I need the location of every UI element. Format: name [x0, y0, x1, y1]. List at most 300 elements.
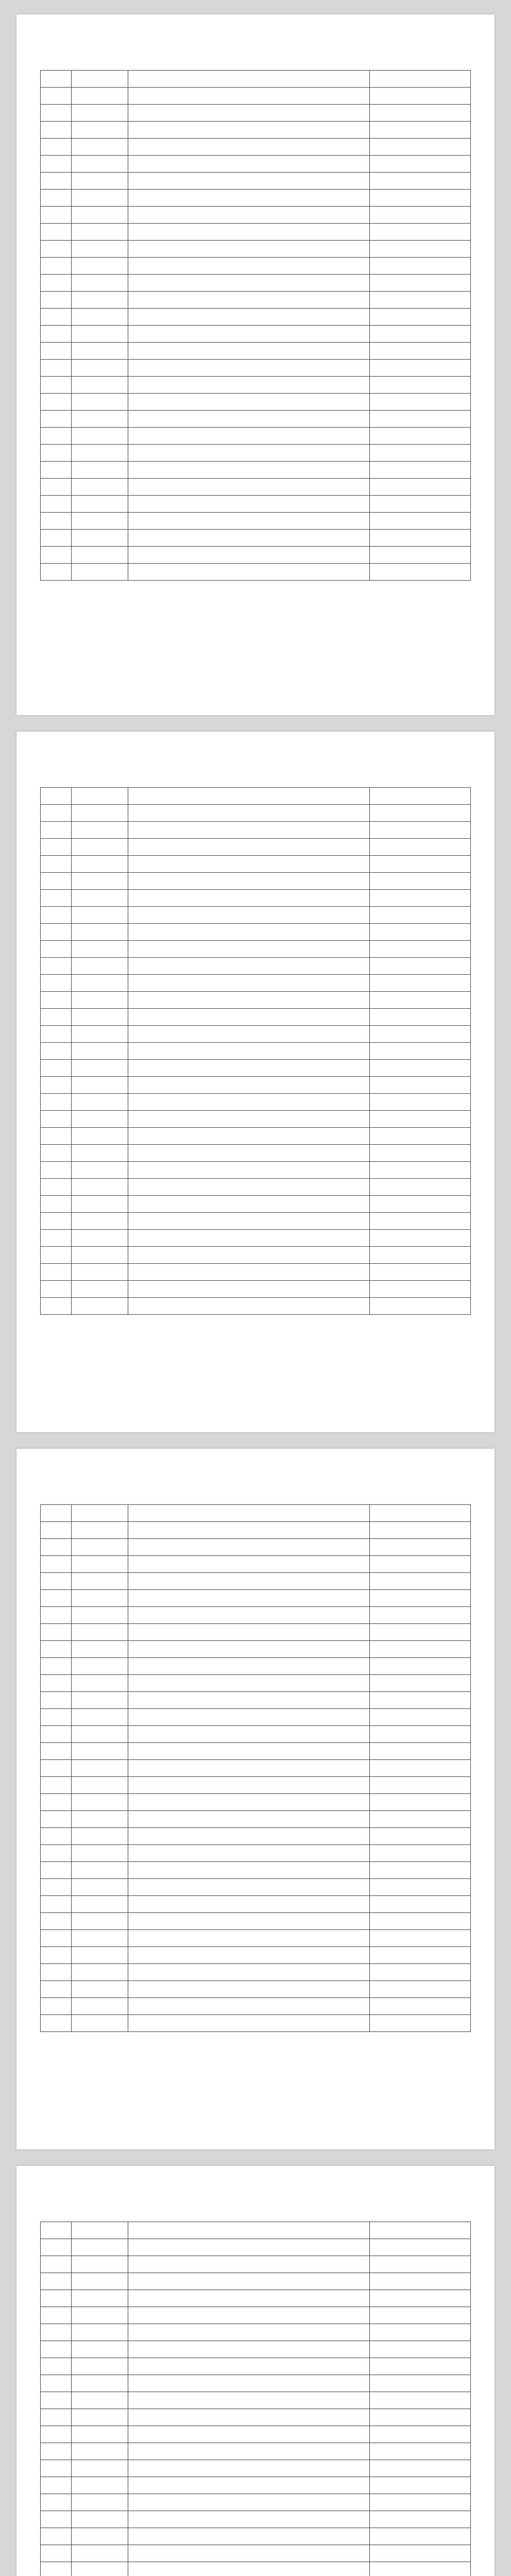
cell-position — [370, 839, 471, 856]
cell-index — [41, 105, 72, 122]
table-row — [41, 309, 471, 326]
cell-index — [41, 1539, 72, 1556]
cell-unit — [128, 2511, 369, 2528]
table-row — [41, 907, 471, 924]
cell-index — [41, 326, 72, 343]
cell-index — [41, 1077, 72, 1094]
table-row — [41, 547, 471, 564]
table-row — [41, 1862, 471, 1879]
cell-unit — [128, 1060, 369, 1077]
table-row — [41, 1879, 471, 1896]
cell-name — [71, 2290, 128, 2307]
cell-unit — [128, 1998, 369, 2015]
cell-name — [71, 1692, 128, 1709]
table-row — [41, 1556, 471, 1573]
cell-unit — [128, 2239, 369, 2256]
record-table — [40, 1504, 471, 2032]
cell-unit — [128, 805, 369, 822]
table-row — [41, 2511, 471, 2528]
table-row — [41, 1281, 471, 1298]
cell-name — [71, 1145, 128, 1162]
cell-index — [41, 1179, 72, 1196]
cell-unit — [128, 1196, 369, 1213]
col-index — [41, 788, 72, 805]
cell-unit — [128, 275, 369, 292]
cell-name — [71, 1162, 128, 1179]
table-row — [41, 924, 471, 941]
cell-unit — [128, 105, 369, 122]
col-index — [41, 1505, 72, 1522]
cell-index — [41, 1111, 72, 1128]
cell-unit — [128, 496, 369, 513]
cell-index — [41, 2443, 72, 2460]
cell-name — [71, 1845, 128, 1862]
cell-position — [370, 2015, 471, 2032]
cell-position — [370, 139, 471, 156]
cell-name — [71, 2358, 128, 2375]
table-row — [41, 890, 471, 907]
table-row — [41, 1692, 471, 1709]
cell-name — [71, 1913, 128, 1930]
cell-index — [41, 822, 72, 839]
cell-name — [71, 1043, 128, 1060]
record-table — [40, 2222, 471, 2576]
cell-position — [370, 1590, 471, 1607]
cell-position — [370, 1196, 471, 1213]
cell-position — [370, 1896, 471, 1913]
cell-index — [41, 1196, 72, 1213]
cell-name — [71, 122, 128, 139]
table-row — [41, 1607, 471, 1624]
cell-unit — [128, 1281, 369, 1298]
cell-position — [370, 496, 471, 513]
cell-unit — [128, 156, 369, 173]
cell-unit — [128, 1043, 369, 1060]
cell-unit — [128, 1675, 369, 1692]
cell-position — [370, 377, 471, 394]
table-row — [41, 275, 471, 292]
cell-position — [370, 1998, 471, 2015]
cell-index — [41, 139, 72, 156]
table-row — [41, 822, 471, 839]
cell-unit — [128, 513, 369, 530]
table-row — [41, 1060, 471, 1077]
cell-index — [41, 156, 72, 173]
cell-position — [370, 1145, 471, 1162]
cell-index — [41, 924, 72, 941]
table-row — [41, 377, 471, 394]
cell-index — [41, 309, 72, 326]
cell-name — [71, 1675, 128, 1692]
cell-unit — [128, 2494, 369, 2511]
cell-unit — [128, 1162, 369, 1179]
table-row — [41, 975, 471, 992]
cell-position — [370, 1879, 471, 1896]
cell-position — [370, 2341, 471, 2358]
cell-position — [370, 547, 471, 564]
cell-unit — [128, 445, 369, 462]
cell-index — [41, 1230, 72, 1247]
cell-index — [41, 2409, 72, 2426]
cell-name — [71, 292, 128, 309]
cell-index — [41, 292, 72, 309]
cell-index — [41, 513, 72, 530]
table-body — [41, 1522, 471, 2032]
cell-position — [370, 513, 471, 530]
cell-name — [71, 2015, 128, 2032]
cell-unit — [128, 1179, 369, 1196]
cell-unit — [128, 1811, 369, 1828]
cell-name — [71, 1264, 128, 1281]
cell-position — [370, 1726, 471, 1743]
cell-index — [41, 1777, 72, 1794]
cell-position — [370, 309, 471, 326]
cell-position — [370, 2545, 471, 2562]
col-name — [71, 1505, 128, 1522]
cell-index — [41, 1009, 72, 1026]
cell-unit — [128, 992, 369, 1009]
cell-position — [370, 2324, 471, 2341]
table-row — [41, 479, 471, 496]
cell-name — [71, 1658, 128, 1675]
cell-position — [370, 873, 471, 890]
cell-unit — [128, 122, 369, 139]
cell-position — [370, 2375, 471, 2392]
cell-unit — [128, 1111, 369, 1128]
cell-unit — [128, 88, 369, 105]
table-row — [41, 958, 471, 975]
cell-unit — [128, 1845, 369, 1862]
table-body — [41, 2239, 471, 2576]
cell-position — [370, 428, 471, 445]
cell-index — [41, 1760, 72, 1777]
table-row — [41, 2358, 471, 2375]
cell-index — [41, 190, 72, 207]
cell-name — [71, 2443, 128, 2460]
table-row — [41, 2256, 471, 2273]
cell-index — [41, 1828, 72, 1845]
cell-index — [41, 2239, 72, 2256]
cell-index — [41, 2341, 72, 2358]
table-row — [41, 1964, 471, 1981]
table-row — [41, 411, 471, 428]
cell-index — [41, 2460, 72, 2477]
cell-name — [71, 2341, 128, 2358]
cell-unit — [128, 1828, 369, 1845]
cell-position — [370, 1539, 471, 1556]
cell-index — [41, 873, 72, 890]
cell-unit — [128, 241, 369, 258]
cell-position — [370, 2358, 471, 2375]
cell-unit — [128, 2290, 369, 2307]
col-position — [370, 2222, 471, 2239]
table-row — [41, 1573, 471, 1590]
table-row — [41, 224, 471, 241]
cell-name — [71, 530, 128, 547]
cell-name — [71, 1573, 128, 1590]
cell-unit — [128, 2324, 369, 2341]
cell-name — [71, 1060, 128, 1077]
table-row — [41, 1828, 471, 1845]
cell-name — [71, 2273, 128, 2290]
cell-unit — [128, 547, 369, 564]
cell-name — [71, 564, 128, 581]
cell-name — [71, 1522, 128, 1539]
cell-unit — [128, 564, 369, 581]
cell-position — [370, 258, 471, 275]
cell-name — [71, 1811, 128, 1828]
cell-name — [71, 462, 128, 479]
cell-name — [71, 445, 128, 462]
cell-unit — [128, 394, 369, 411]
table-row — [41, 360, 471, 377]
cell-unit — [128, 377, 369, 394]
table-row — [41, 2307, 471, 2324]
cell-name — [71, 360, 128, 377]
cell-index — [41, 564, 72, 581]
cell-index — [41, 1641, 72, 1658]
cell-unit — [128, 2375, 369, 2392]
table-row — [41, 2375, 471, 2392]
table-row — [41, 1777, 471, 1794]
cell-index — [41, 411, 72, 428]
cell-index — [41, 2545, 72, 2562]
cell-position — [370, 275, 471, 292]
cell-index — [41, 122, 72, 139]
table-row — [41, 207, 471, 224]
cell-index — [41, 394, 72, 411]
cell-unit — [128, 822, 369, 839]
cell-name — [71, 326, 128, 343]
cell-index — [41, 207, 72, 224]
cell-unit — [128, 258, 369, 275]
table-row — [41, 1590, 471, 1607]
cell-position — [370, 2239, 471, 2256]
table-row — [41, 805, 471, 822]
cell-index — [41, 1298, 72, 1315]
cell-index — [41, 2324, 72, 2341]
cell-unit — [128, 2460, 369, 2477]
cell-unit — [128, 2273, 369, 2290]
cell-name — [71, 156, 128, 173]
cell-unit — [128, 2358, 369, 2375]
table-row — [41, 1077, 471, 1094]
table-row — [41, 2409, 471, 2426]
col-unit — [128, 1505, 369, 1522]
cell-position — [370, 1777, 471, 1794]
cell-name — [71, 2562, 128, 2576]
table-row — [41, 428, 471, 445]
cell-position — [370, 1111, 471, 1128]
cell-name — [71, 1879, 128, 1896]
cell-position — [370, 1026, 471, 1043]
cell-position — [370, 173, 471, 190]
table-row — [41, 1264, 471, 1281]
table-row — [41, 1811, 471, 1828]
table-row — [41, 2341, 471, 2358]
table-row — [41, 326, 471, 343]
table-row — [41, 1930, 471, 1947]
cell-unit — [128, 1247, 369, 1264]
cell-position — [370, 2307, 471, 2324]
cell-name — [71, 1230, 128, 1247]
cell-position — [370, 1573, 471, 1590]
table-row — [41, 462, 471, 479]
cell-index — [41, 1947, 72, 1964]
cell-unit — [128, 1709, 369, 1726]
cell-name — [71, 890, 128, 907]
cell-unit — [128, 1879, 369, 1896]
table-row — [41, 992, 471, 1009]
cell-name — [71, 343, 128, 360]
cell-position — [370, 88, 471, 105]
cell-unit — [128, 839, 369, 856]
cell-name — [71, 1709, 128, 1726]
cell-name — [71, 2460, 128, 2477]
cell-unit — [128, 1145, 369, 1162]
table-row — [41, 1111, 471, 1128]
cell-name — [71, 1094, 128, 1111]
cell-position — [370, 462, 471, 479]
cell-name — [71, 207, 128, 224]
cell-index — [41, 377, 72, 394]
cell-unit — [128, 207, 369, 224]
cell-name — [71, 1624, 128, 1641]
table-row — [41, 2426, 471, 2443]
cell-unit — [128, 2392, 369, 2409]
cell-index — [41, 2426, 72, 2443]
cell-position — [370, 1094, 471, 1111]
cell-position — [370, 2426, 471, 2443]
cell-position — [370, 1247, 471, 1264]
cell-unit — [128, 907, 369, 924]
cell-index — [41, 992, 72, 1009]
cell-name — [71, 1179, 128, 1196]
table-row — [41, 1213, 471, 1230]
cell-unit — [128, 360, 369, 377]
col-name — [71, 2222, 128, 2239]
cell-position — [370, 1981, 471, 1998]
table-row — [41, 1179, 471, 1196]
cell-unit — [128, 1522, 369, 1539]
cell-unit — [128, 890, 369, 907]
cell-index — [41, 1094, 72, 1111]
table-row — [41, 241, 471, 258]
cell-position — [370, 1009, 471, 1026]
table-row — [41, 1230, 471, 1247]
cell-index — [41, 805, 72, 822]
cell-index — [41, 547, 72, 564]
cell-unit — [128, 856, 369, 873]
cell-name — [71, 958, 128, 975]
cell-name — [71, 190, 128, 207]
cell-index — [41, 224, 72, 241]
cell-name — [71, 2477, 128, 2494]
table-row — [41, 173, 471, 190]
cell-unit — [128, 1213, 369, 1230]
cell-unit — [128, 2443, 369, 2460]
cell-index — [41, 1556, 72, 1573]
cell-index — [41, 1726, 72, 1743]
cell-unit — [128, 1077, 369, 1094]
cell-name — [71, 1760, 128, 1777]
table-row — [41, 2477, 471, 2494]
table-row — [41, 1641, 471, 1658]
cell-name — [71, 1896, 128, 1913]
cell-position — [370, 1298, 471, 1315]
cell-name — [71, 105, 128, 122]
cell-unit — [128, 1641, 369, 1658]
cell-position — [370, 1743, 471, 1760]
cell-unit — [128, 1760, 369, 1777]
cell-index — [41, 2392, 72, 2409]
cell-unit — [128, 1913, 369, 1930]
cell-name — [71, 1281, 128, 1298]
cell-position — [370, 1522, 471, 1539]
page-3 — [16, 1449, 495, 2149]
cell-position — [370, 1162, 471, 1179]
cell-unit — [128, 1624, 369, 1641]
cell-index — [41, 258, 72, 275]
col-name — [71, 788, 128, 805]
cell-name — [71, 1743, 128, 1760]
table-row — [41, 856, 471, 873]
table-row — [41, 2494, 471, 2511]
cell-index — [41, 2015, 72, 2032]
record-table — [40, 787, 471, 1315]
cell-index — [41, 2562, 72, 2576]
cell-unit — [128, 1026, 369, 1043]
cell-position — [370, 992, 471, 1009]
cell-index — [41, 856, 72, 873]
table-row — [41, 1658, 471, 1675]
cell-name — [71, 1947, 128, 1964]
cell-name — [71, 275, 128, 292]
cell-unit — [128, 924, 369, 941]
table-header-row — [41, 71, 471, 88]
cell-name — [71, 805, 128, 822]
cell-position — [370, 1828, 471, 1845]
col-unit — [128, 2222, 369, 2239]
cell-index — [41, 1964, 72, 1981]
cell-name — [71, 258, 128, 275]
cell-position — [370, 326, 471, 343]
table-row — [41, 564, 471, 581]
page-1 — [16, 14, 495, 715]
table-row — [41, 1009, 471, 1026]
cell-unit — [128, 1862, 369, 1879]
cell-position — [370, 1658, 471, 1675]
cell-name — [71, 839, 128, 856]
cell-name — [71, 1556, 128, 1573]
cell-name — [71, 547, 128, 564]
cell-position — [370, 479, 471, 496]
cell-unit — [128, 1794, 369, 1811]
cell-index — [41, 1281, 72, 1298]
cell-unit — [128, 1298, 369, 1315]
cell-unit — [128, 1009, 369, 1026]
cell-unit — [128, 1590, 369, 1607]
cell-name — [71, 2239, 128, 2256]
cell-position — [370, 2290, 471, 2307]
cell-position — [370, 292, 471, 309]
cell-unit — [128, 411, 369, 428]
table-row — [41, 2015, 471, 2032]
cell-position — [370, 1794, 471, 1811]
cell-name — [71, 1777, 128, 1794]
table-row — [41, 1026, 471, 1043]
cell-name — [71, 1930, 128, 1947]
